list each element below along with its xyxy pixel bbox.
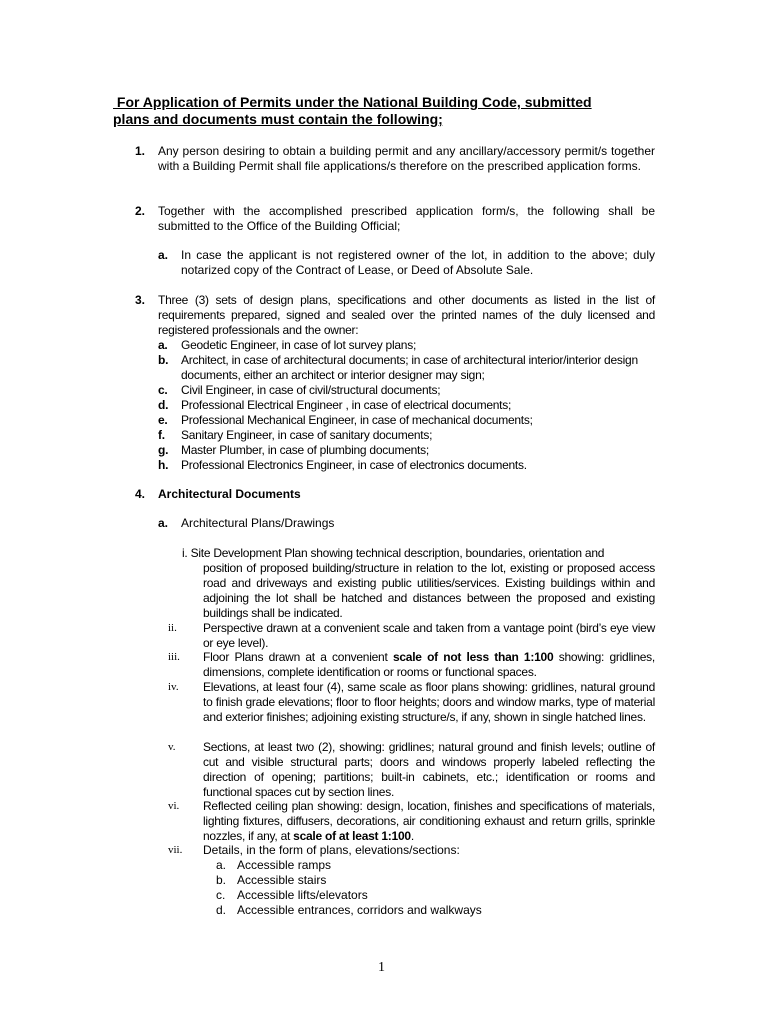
roman-vii-label: vii. [168, 844, 183, 856]
item-2a-label: a. [158, 248, 169, 262]
item-3-sub-list [158, 338, 655, 473]
item-2a-text: In case the applicant is not registered owner of the lot, in addition to the above; duly notarized copy of the Contract of Lease, or Deed of Absolute Sale. [181, 248, 655, 277]
roman-vii [168, 843, 655, 858]
item-2-number: 2. [135, 204, 146, 218]
roman-iv [168, 680, 655, 725]
item-4-number: 4. [135, 487, 146, 501]
roman-i-rest: position of proposed building/structure in relation to the lot, existing or proposed access road and driveways and existing public utilities/services. Existing buildings within and adjoining the lot shall be hatched and distances between the proposed and existing buildings shall be indicated. [203, 561, 655, 620]
list-item: d. Professional Electrical Engineer , in case of electrical documents; [158, 398, 512, 412]
item-4a-label: a. [158, 516, 169, 530]
item-3-text: Three (3) sets of design plans, specifications and other documents as listed in the list of requirements prepared, signed and sealed over the printed names of the duly licensed and registered professionals and the owner: [158, 293, 655, 337]
roman-iv-text: Elevations, at least four (4), same scale as floor plans showing: gridlines, natural ground to finish grade elevations; floor to floor heights; doors and window marks, type of material and exterior finishes; adjoining existing structure/s, if any, shown in single hatched lines. [203, 680, 655, 724]
item-3-number: 3. [135, 293, 146, 307]
roman-iii [168, 650, 655, 680]
list-item: e. Professional Mechanical Engineer, in case of mechanical documents; [158, 413, 533, 427]
item-1-number: 1. [135, 144, 146, 158]
roman-i-first-line: i. Site Development Plan showing technical description, boundaries, orientation and [182, 546, 605, 560]
list-item: d. Accessible entrances, corridors and walkways [216, 903, 482, 917]
list-item: c. Accessible lifts/elevators [216, 888, 368, 902]
list-item: f. Sanitary Engineer, in case of sanitary documents; [158, 428, 433, 442]
roman-ii-text: Perspective drawn at a convenient scale and taken from a vantage point (bird’s eye view or eye level). [203, 621, 655, 650]
title-line-1: For Application of Permits under the National Building Code, submitted [113, 94, 592, 110]
list-item: c. Civil Engineer, in case of civil/structural documents; [158, 383, 441, 397]
roman-ii-label: ii. [168, 622, 177, 634]
roman-vi-label: vi. [168, 800, 180, 812]
item-4a-text: Architectural Plans/Drawings [181, 516, 335, 530]
title-line-2: plans and documents must contain the following; [113, 111, 443, 127]
list-item: h. Professional Electronics Engineer, in case of electronics documents. [158, 458, 527, 472]
roman-ii [168, 621, 655, 651]
document-title [113, 94, 673, 128]
roman-iv-label: iv. [168, 681, 179, 693]
list-item: g. Master Plumber, in case of plumbing documents; [158, 443, 429, 457]
roman-vi-text: Reflected ceiling plan showing: design, location, finishes and specifications of materials, lighting fixtures, diffusers, decorations, air conditioning exhaust and return grills, sprinkle nozzles, if any, at scale of at least 1:100. [203, 799, 655, 843]
item-2-text: Together with the accomplished prescribed application form/s, the following shall be submitted to the Office of the Building Official; [158, 204, 655, 233]
list-item: b. Accessible stairs [216, 873, 327, 887]
roman-v-label: v. [168, 741, 176, 753]
roman-vi [168, 799, 655, 844]
roman-v-text: Sections, at least two (2), showing: gridlines; natural ground and finish levels; outline of cut and visible structural parts; doors and windows properly labeled reflecting the direction of opening; partitions; built-in cabinets, etc.; identification or rooms and functional spaces cut by section lines. [203, 740, 655, 799]
page-number: 1 [378, 960, 385, 975]
list-item: a. Accessible ramps [216, 858, 332, 872]
roman-vii-list [216, 858, 482, 918]
item-4-heading: Architectural Documents [158, 487, 301, 501]
list-item: a. Geodetic Engineer, in case of lot survey plans; [158, 338, 417, 352]
roman-iii-label: iii. [168, 651, 180, 663]
roman-v [168, 740, 655, 800]
item-1-text: Any person desiring to obtain a building permit and any ancillary/accessory permit/s together with a Building Permit shall file applications/s therefore on the prescribed application forms. [158, 144, 655, 173]
roman-vii-text: Details, in the form of plans, elevations/sections: [203, 843, 460, 857]
roman-iii-text: Floor Plans drawn at a convenient scale of not less than 1:100 showing: gridlines, dimensions, complete identification or rooms or functional spaces. [203, 650, 655, 679]
list-item: b. Architect, in case of architectural documents; in case of architectural interior/interior design documents, either an architect or interior designer may sign; [158, 353, 638, 382]
